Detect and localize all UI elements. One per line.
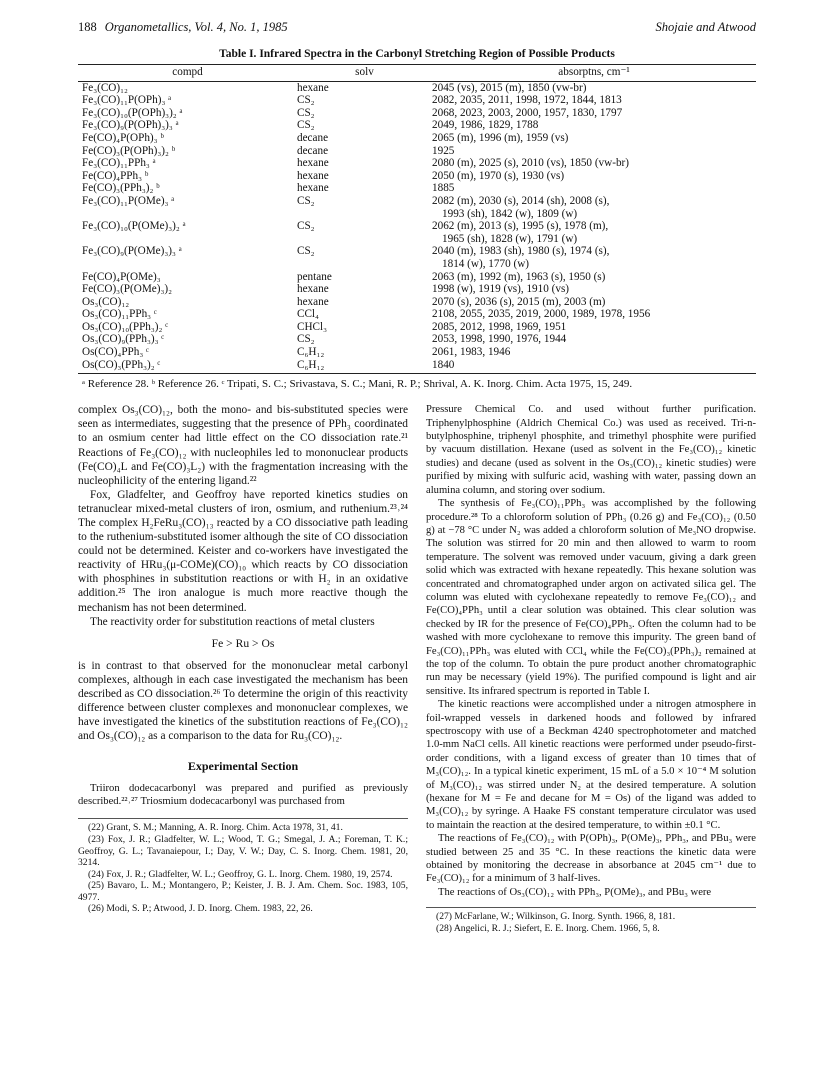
page-number: 188 — [78, 20, 97, 34]
body-paragraph: Triiron dodecacarbonyl was prepared and purified as previously described.²²˒²⁷ Triosmium dodecacarbonyl was purchased from — [78, 782, 408, 807]
reference-item: (27) McFarlane, W.; Wilkinson, G. Inorg. Synth. 1966, 8, 181. — [436, 911, 676, 923]
cell-compd: Fe(CO)₄P(OPh)₃ ᵇ — [82, 131, 164, 144]
right-column — [426, 403, 756, 934]
table-caption: Infrared Spectra in the Carbonyl Stretching Region of Possible Products — [259, 48, 615, 60]
authors: Shojaie and Atwood — [655, 20, 756, 34]
table-row — [78, 296, 756, 309]
absorption-line: 2063 (m), 1992 (m), 1963 (s), 1950 (s) — [432, 270, 606, 283]
body-paragraph: Fox, Gladfelter, and Geoffroy have reported kinetics studies on tetranuclear mixed-metal clusters of iron, osmium, and ruthenium.²³˒²⁴ The complex H₂FeRu₃(CO)₁₃ reacted by a CO dissociative path leading to the ruthenium-substituted isomer although the site of CO dissociation could not be determined. Keister and co-workers have investigated the reactivity of HRu₃(μ-COMe)(CO)₁₀ which reacts by CO dissociation with phosphines in substitution reactions or with H₂ in an oxidative addition.²⁵ The iron analogue is much more reactive though the mechanism has not been determined. — [78, 488, 408, 614]
body-paragraph: The reactivity order for substitution reactions of metal clusters — [90, 615, 375, 628]
table-row — [78, 94, 756, 107]
table-label: Table I. — [219, 48, 257, 60]
cell-absorptions — [432, 94, 756, 107]
cell-solvent: CS₂ — [297, 220, 315, 233]
reference-item: (28) Angelici, R. J.; Siefert, E. E. Inorg. Chem. 1966, 5, 8. — [436, 922, 660, 934]
table-row — [78, 195, 756, 220]
cell-absorptions — [432, 220, 756, 245]
header-absorptions: absorptns, cm⁻¹ — [432, 65, 756, 82]
body-paragraph: complex Os₃(CO)₁₂, both the mono- and bis-substituted species were seen as intermediates, suggesting that the presence of PPh₃ coordinated to an osmium center had little effect on the CO dissociation rate.²¹ Reactions of Fe₃(CO)₁₂ with nucleophiles led to mononuclear products (Fe(CO)₄L and Fe(CO)₃L₂) with the fragmentation increasing with the nucleophilicity of the entering ligand.²² — [78, 404, 408, 487]
absorption-line: 1998 (w), 1919 (vs), 1910 (vs) — [432, 283, 570, 296]
absorption-line: 1840 — [432, 358, 455, 371]
cell-solvent: CS₂ — [297, 333, 315, 346]
reactivity-order: Fe > Ru > Os — [211, 636, 275, 650]
cell-solvent: hexane — [297, 81, 329, 94]
table-footnotes: ᵃ Reference 28. ᵇ Reference 26. ᶜ Tripati, S. C.; Srivastava, S. C.; Mani, R. P.; Shrival, A. K. Inorg. Chim. Acta 1975, 15, 249. — [82, 378, 633, 391]
absorption-line: 2068, 2023, 2003, 2000, 1957, 1830, 1797 — [432, 106, 623, 119]
table-row — [78, 81, 756, 94]
journal-citation: Organometallics, Vol. 4, No. 1, 1985 — [104, 20, 288, 34]
cell-solvent: pentane — [297, 270, 332, 283]
header-compd: compd — [78, 65, 297, 82]
cell-solvent: C₆H₁₂ — [297, 346, 325, 359]
cell-absorptions — [432, 170, 756, 183]
table-row — [78, 132, 756, 145]
table-row — [78, 182, 756, 195]
ir-spectra-table — [78, 64, 756, 374]
table-row — [78, 321, 756, 334]
body-paragraph: The reactions of Fe₃(CO)₁₂ with P(OPh)₃, P(OMe)₃, PPh₃, and PBu₃ were studied between 25 and 35 °C. In these reactions the kinetic data were obtained by monitoring the decrease in absorbance at 2045 cm⁻¹ due to Fe₃(CO)₁₂ for a minimum of 3 half-lives. — [426, 833, 756, 885]
absorption-line: 1965 (sh), 1828 (w), 1791 (w) — [442, 232, 578, 245]
absorption-line: 2108, 2055, 2035, 2019, 2000, 1989, 1978, 1956 — [432, 308, 651, 321]
cell-compd: Fe₃(CO)₁₁P(OMe)₃ ᵃ — [82, 194, 175, 207]
table-title — [78, 48, 756, 60]
references-right — [426, 907, 756, 934]
cell-compd: Fe₃(CO)₁₀(P(OPh)₃)₂ ᵃ — [82, 106, 183, 119]
cell-compd: Fe₃(CO)₁₀(P(OMe)₃)₂ ᵃ — [82, 220, 186, 233]
absorption-line: 2049, 1986, 1829, 1788 — [432, 119, 539, 132]
cell-absorptions — [432, 182, 756, 195]
cell-solvent: CS₂ — [297, 119, 315, 132]
absorption-line: 2065 (m), 1996 (m), 1959 (vs) — [432, 131, 569, 144]
cell-solvent: hexane — [297, 182, 329, 195]
cell-absorptions — [432, 145, 756, 158]
table-row — [78, 359, 756, 374]
section-heading: Experimental Section — [187, 759, 299, 774]
table-row — [78, 119, 756, 132]
cell-solvent: hexane — [297, 283, 329, 296]
cell-solvent: CHCl₃ — [297, 320, 328, 333]
cell-solvent: CS₂ — [297, 94, 315, 107]
cell-solvent: CS₂ — [297, 194, 315, 207]
cell-solvent: CS₂ — [297, 106, 315, 119]
table-row — [78, 283, 756, 296]
cell-absorptions — [432, 119, 756, 132]
cell-absorptions — [432, 195, 756, 220]
table-row — [78, 308, 756, 321]
cell-compd: Os₃(CO)₁₀(PPh₃)₂ ᶜ — [82, 320, 169, 333]
absorption-line: 2062 (m), 2013 (s), 1995 (s), 1978 (m), — [432, 220, 609, 233]
references-left — [78, 818, 408, 915]
table-row — [78, 271, 756, 284]
cell-compd: Fe(CO)₃(P(OPh)₃)₂ ᵇ — [82, 144, 176, 157]
table-row — [78, 107, 756, 120]
cell-compd: Fe(CO)₄P(OMe)₃ — [82, 270, 161, 283]
cell-solvent: hexane — [297, 295, 329, 308]
absorption-line: 2045 (vs), 2015 (m), 1850 (vw-br) — [432, 81, 587, 94]
cell-compd: Os(CO)₃(PPh₃)₂ ᶜ — [78, 359, 297, 374]
table-row — [78, 157, 756, 170]
cell-absorptions — [432, 107, 756, 120]
cell-solvent: decane — [297, 131, 329, 144]
absorption-line: 2061, 1983, 1946 — [432, 346, 511, 359]
body-paragraph: The kinetic reactions were accomplished under a nitrogen atmosphere in foil-wrapped vessels in darkened hoods and followed by infrared spectroscopy with use of a Beckman 4240 spectrophotometer and matched 1.0-mm NaCl cells. All kinetic reactions were performed under pseudo-first-order conditions, with a ligand excess of greater than 10 times that of M₃(CO)₁₂. In a typical kinetic experiment, 15 mL of a 5.0 × 10⁻⁴ M solution of M₃(CO)₁₂ was stirred under N₂ at the desired temperature. A solution (hexane for M = Fe and decane for M = Os) of the ligand was added to M₃(CO)₁₂ by syringe. A Haake FS constant temperature circulator was used to maintain the reaction at the desired temperature, to within ±0.1 °C. — [426, 699, 756, 831]
absorption-line: 2082 (m), 2030 (s), 2014 (sh), 2008 (s), — [432, 194, 610, 207]
cell-compd: Fe(CO)₃(P(OMe)₃)₂ — [82, 283, 172, 296]
absorption-line: 2070 (s), 2036 (s), 2015 (m), 2003 (m) — [432, 295, 606, 308]
cell-compd: Fe₃(CO)₁₁PPh₃ ᵃ — [82, 157, 156, 170]
body-paragraph: is in contrast to that observed for the mononuclear metal carbonyl complexes, although in each case investigated the mechanism has been described as CO dissociation.²⁶ To determine the origin of this reactivity difference between cluster complexes and mononuclear complexes, we have investigated the kinetics of the substitution reactions of Fe₃(CO)₁₂ and Os₃(CO)₁₂ as a comparison to the data for Ru₃(CO)₁₂. — [78, 659, 408, 743]
cell-compd: Fe(CO)₄PPh₃ ᵇ — [82, 169, 149, 182]
reference-item: (23) Fox, J. R.; Gladfelter, W. L.; Wood, T. G.; Smegal, J. A.; Foreman, T. K.; Geoffroy, G. L.; Tavanaiepour, I.; Day, V. W.; Day, C. S. Inorg. Chem. 1981, 20, 3214. — [78, 833, 408, 869]
cell-compd: Fe₃(CO)₁₂ — [82, 81, 128, 94]
cell-solvent: C₆H₁₂ — [297, 359, 432, 374]
table-header-row — [78, 65, 756, 82]
table-row — [78, 220, 756, 245]
body-paragraph: The reactions of Os₃(CO)₁₂ with PPh₃, P(OMe)₃, and PBu₃ were — [438, 886, 712, 898]
absorption-line: 2085, 2012, 1998, 1969, 1951 — [432, 320, 567, 333]
left-column — [78, 403, 408, 934]
cell-absorptions — [432, 308, 756, 321]
cell-absorptions — [432, 81, 756, 94]
cell-absorptions — [432, 333, 756, 346]
cell-absorptions — [432, 346, 756, 359]
paper-page — [78, 20, 756, 934]
absorption-line: 2080 (m), 2025 (s), 2010 (vs), 1850 (vw-br) — [432, 157, 629, 170]
cell-compd: Os(CO)₄PPh₃ ᶜ — [82, 346, 149, 359]
body-paragraph: Pressure Chemical Co. and used without further purification. Triphenylphosphine (Aldrich Chemical Co.) was used as received. Tri-n-butylphosphine, triphenyl phosphite, and trimethyl phosphite were purified by vacuum distillation. Hexane (used as solvent in the Fe₃(CO)₁₂ kinetic studies) and decane (used as solvent in the Os₃(CO)₁₂ kinetic studies) were purified by mixing with sulfuric acid, washing with water, passing down an alumina column, and storing over sodium. — [426, 404, 756, 496]
running-head — [78, 20, 756, 38]
absorption-line: 1814 (w), 1770 (w) — [442, 257, 529, 270]
cell-solvent: hexane — [297, 157, 329, 170]
body-columns — [78, 403, 756, 934]
reference-item: (25) Bavaro, L. M.; Montangero, P.; Keister, J. B. J. Am. Chem. Soc. 1983, 105, 4977. — [78, 880, 408, 903]
absorption-line: 2040 (m), 1983 (sh), 1980 (s), 1974 (s), — [432, 245, 610, 258]
absorption-line: 1885 — [432, 182, 455, 195]
absorption-line: 2082, 2035, 2011, 1998, 1972, 1844, 1813 — [432, 94, 622, 107]
cell-solvent: hexane — [297, 169, 329, 182]
cell-absorptions — [432, 283, 756, 296]
absorption-line: 2053, 1998, 1990, 1976, 1944 — [432, 333, 567, 346]
cell-absorptions — [432, 157, 756, 170]
cell-compd: Fe(CO)₃(PPh₃)₂ ᵇ — [82, 182, 160, 195]
cell-absorptions — [432, 271, 756, 284]
cell-absorptions — [432, 359, 756, 374]
table-row — [78, 170, 756, 183]
table-row — [78, 333, 756, 346]
cell-absorptions — [432, 296, 756, 309]
table-row — [78, 245, 756, 270]
reference-item: (22) Grant, S. M.; Manning, A. R. Inorg. Chim. Acta 1978, 31, 41. — [88, 822, 343, 834]
header-solv: solv — [297, 65, 432, 82]
cell-solvent: decane — [297, 144, 329, 157]
cell-compd: Os₃(CO)₉(PPh₃)₃ ᶜ — [82, 333, 165, 346]
cell-absorptions — [432, 321, 756, 334]
cell-solvent: CS₂ — [297, 245, 315, 258]
cell-compd: Fe₃(CO)₉(P(OPh)₃)₃ ᵃ — [82, 119, 179, 132]
reference-item: (26) Modi, S. P.; Atwood, J. D. Inorg. Chem. 1983, 22, 26. — [88, 903, 313, 915]
cell-solvent: CCl₄ — [297, 308, 319, 321]
cell-absorptions — [432, 245, 756, 270]
reference-item: (24) Fox, J. R.; Gladfelter, W. L.; Geoffroy, G. L. Inorg. Chem. 1980, 19, 2574. — [88, 868, 393, 880]
cell-compd: Fe₃(CO)₁₁P(OPh)₃ ᵃ — [82, 94, 172, 107]
cell-compd: Os₃(CO)₁₂ — [82, 295, 130, 308]
cell-compd: Fe₃(CO)₉(P(OMe)₃)₃ ᵃ — [82, 245, 182, 258]
absorption-line: 1993 (sh), 1842 (w), 1809 (w) — [442, 207, 578, 220]
absorption-line: 2050 (m), 1970 (s), 1930 (vs) — [432, 169, 565, 182]
cell-compd: Os₃(CO)₁₁PPh₃ ᶜ — [82, 308, 157, 321]
absorption-line: 1925 — [432, 144, 455, 157]
cell-absorptions — [432, 132, 756, 145]
table-row — [78, 145, 756, 158]
body-paragraph: The synthesis of Fe₃(CO)₁₁PPh₃ was accomplished by the following procedure.²⁸ To a chloroform solution of PPh₃ (0.26 g) and Fe₃(CO)₁₂ (0.50 g) at −78 °C under N₂ was added a chloroform solution of Me₃NO dropwise. The solution was stirred for 20 min and then allowed to warm to room temperature. The solvent was removed under vacuum, giving a dark green solid which was extracted with hexane repeatedly. This hexane solution was concentrated and chromatographed under argon on activated silica gel. The column was eluted with cyclohexane repeatedly to remove Fe₃(CO)₁₂ and Fe(CO)₄PPh₃ until a clear solution was obtained. This clear solution was checked by IR for the presence of Fe(CO)₄PPh₃. Often the column had to be washed with more cyclohexane to remove this impurity. The green band of Fe₃(CO)₁₁PPh₃ was eluted with CCl₄ while the Fe(CO)₃(PPh₃)₂ remained at the top of the column. To obtain the pure product another chromatographic run may be necessary (yield 19%). The purified compound is light and air sensitive. Its infrared spectrum is reported in Table I. — [426, 498, 756, 697]
table-row — [78, 346, 756, 359]
